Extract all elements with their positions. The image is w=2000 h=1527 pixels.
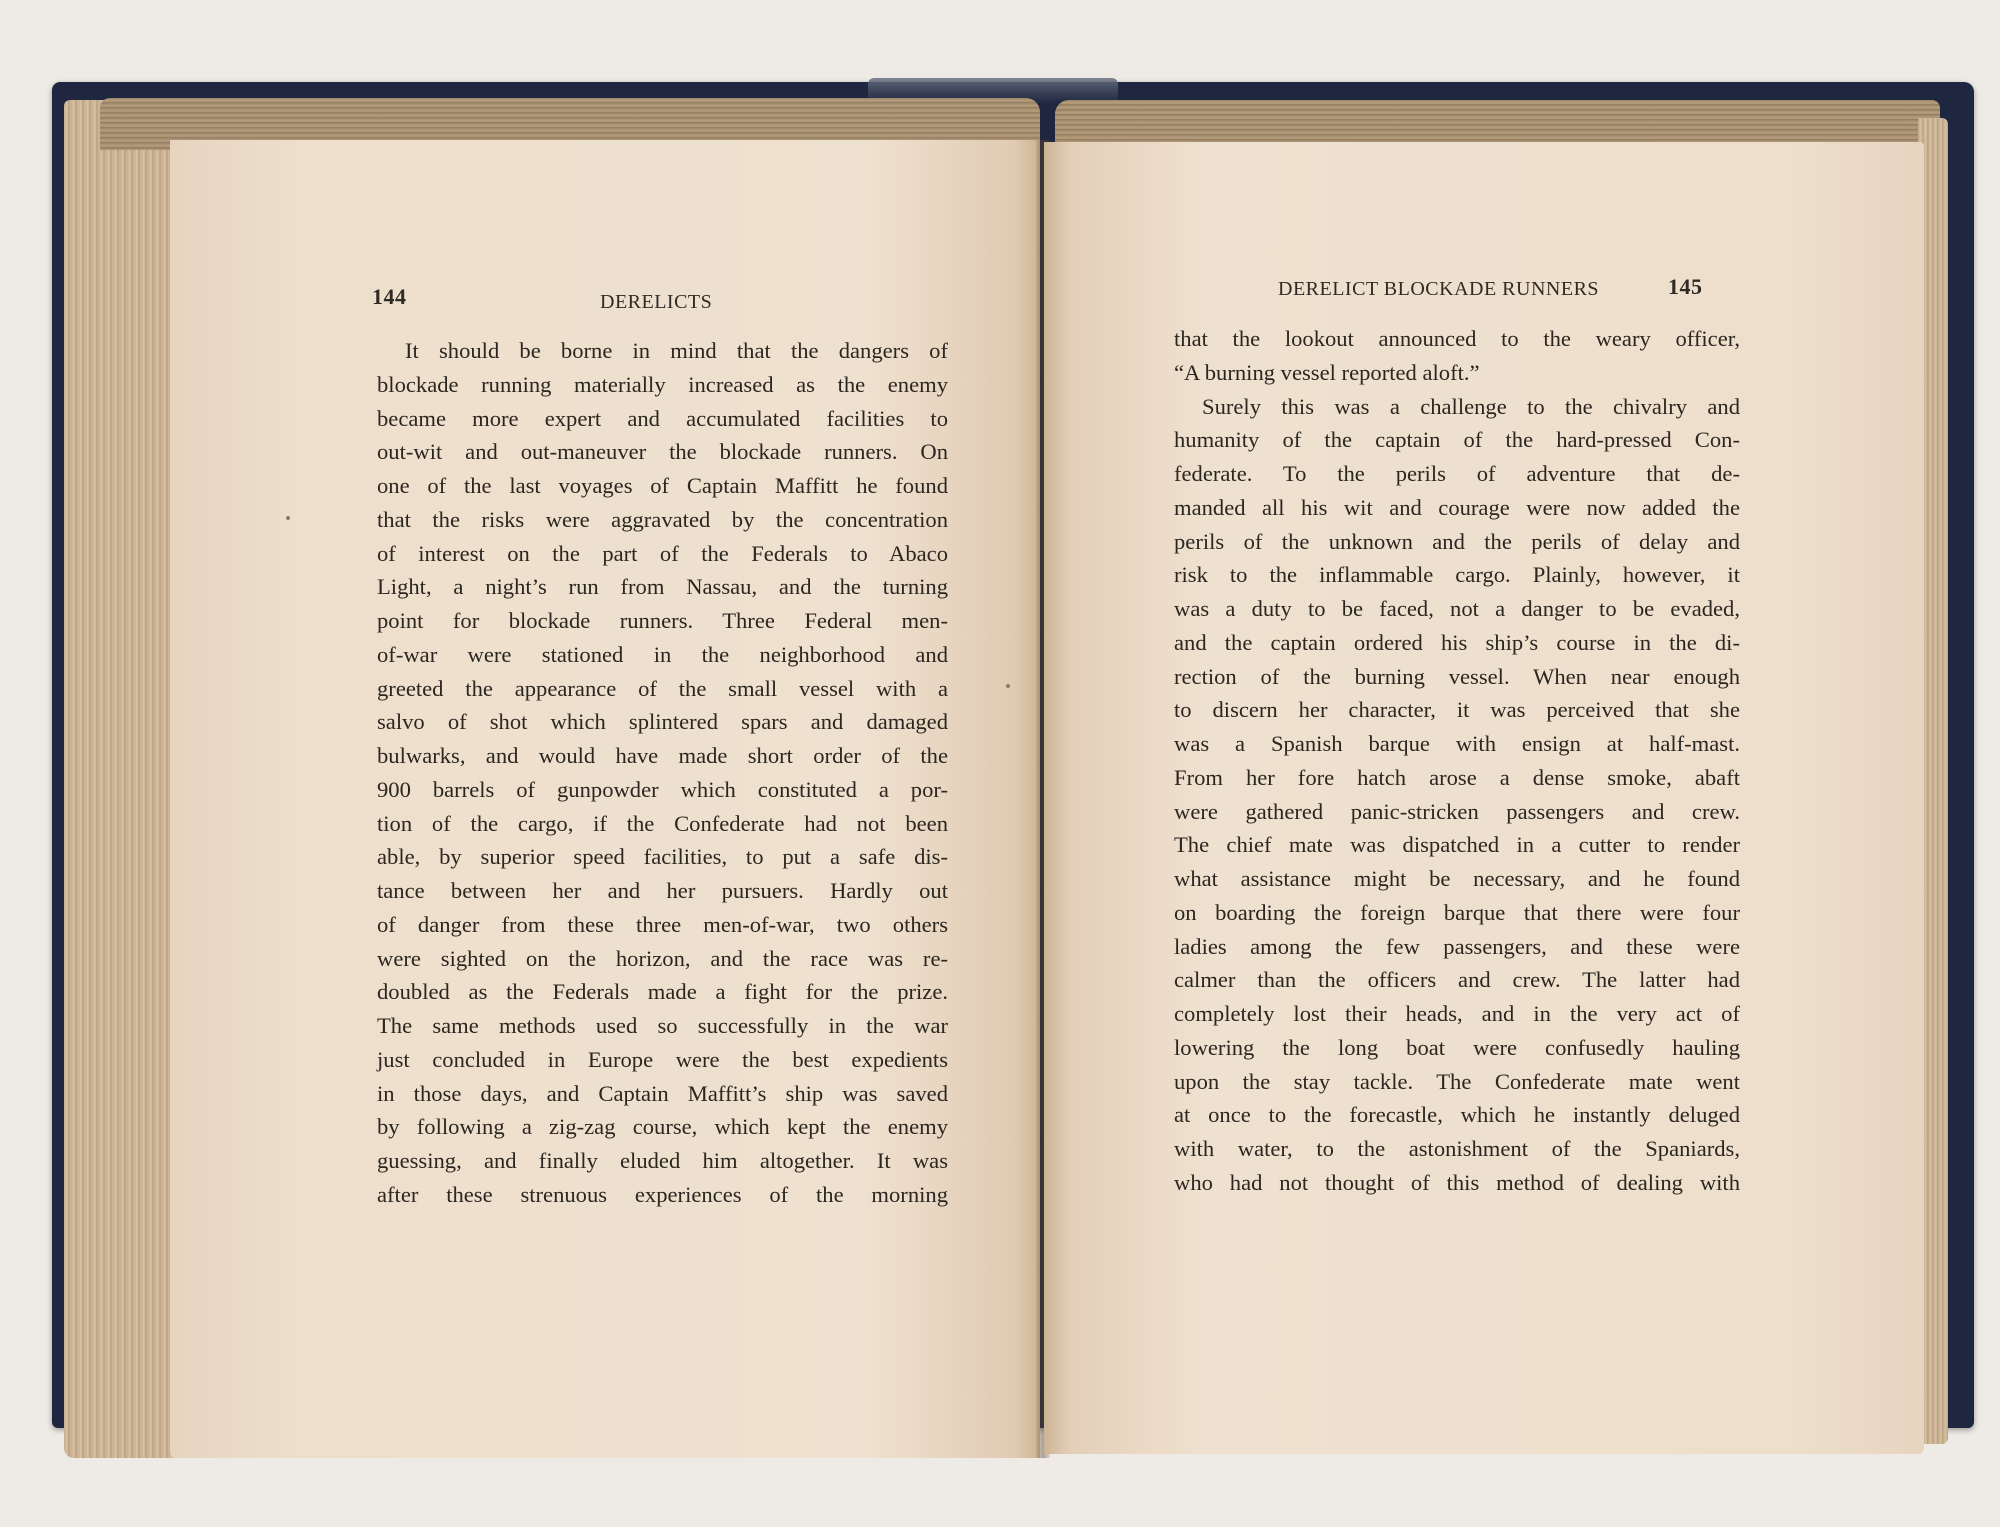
text-line: Light, a night’s run from Nassau, and the turning xyxy=(377,574,948,600)
text-line: manded all his wit and courage were now added the xyxy=(1174,494,1740,520)
text-line: out-wit and out-maneuver the blockade runners. On xyxy=(377,439,948,465)
text-line: perils of the unknown and the perils of delay and xyxy=(1174,528,1740,554)
text-line: ladies among the few passengers, and these were xyxy=(1174,933,1740,959)
left-page-edges xyxy=(64,100,174,1458)
text-line: at once to the forecastle, which he instantly deluged xyxy=(1174,1102,1740,1128)
text-line: to discern her character, it was perceived that she xyxy=(1174,697,1740,723)
text-line: became more expert and accumulated facilities to xyxy=(377,405,948,431)
paper-speck xyxy=(286,516,290,520)
text-line: greeted the appearance of the small vessel with a xyxy=(377,675,948,701)
text-line: that the risks were aggravated by the concentration xyxy=(377,506,948,532)
text-line: of interest on the part of the Federals to Abaco xyxy=(377,540,948,566)
text-line: upon the stay tackle. The Confederate mate went xyxy=(1174,1068,1740,1094)
text-line: doubled as the Federals made a fight for the prize. xyxy=(377,979,948,1005)
text-line: with water, to the astonishment of the Spaniards, xyxy=(1174,1136,1740,1161)
text-line: on boarding the foreign barque that there were four xyxy=(1174,899,1740,925)
text-line: point for blockade runners. Three Federal men- xyxy=(377,608,948,633)
text-line: were sighted on the horizon, and the race was re- xyxy=(377,945,948,971)
text-line: after these strenuous experiences of the morning xyxy=(377,1181,948,1207)
text-line: of danger from these three men-of-war, two others xyxy=(377,911,948,937)
text-line: calmer than the officers and crew. The latter had xyxy=(1174,967,1740,993)
text-line: tion of the cargo, if the Confederate had not been xyxy=(377,810,948,836)
text-line: was a duty to be faced, not a danger to be evaded, xyxy=(1174,596,1740,621)
text-line: in those days, and Captain Maffitt’s ship was saved xyxy=(377,1080,948,1106)
text-line: rection of the burning vessel. When near enough xyxy=(1174,663,1740,689)
left-page-number: 144 xyxy=(372,284,407,309)
text-line: salvo of shot which splintered spars and damaged xyxy=(377,709,948,735)
text-line: lowering the long boat were confusedly hauling xyxy=(1174,1034,1740,1060)
text-line: just concluded in Europe were the best expedients xyxy=(377,1046,948,1072)
text-line: by following a zig-zag course, which kept the enemy xyxy=(377,1114,948,1140)
text-line: who had not thought of this method of dealing with xyxy=(1174,1169,1740,1195)
left-page-text xyxy=(377,334,948,1212)
text-line: of-war were stationed in the neighborhood and xyxy=(377,641,948,667)
text-line: Surely this was a challenge to the chivalry and xyxy=(1202,393,1740,419)
text-line: From her fore hatch arose a dense smoke, abaft xyxy=(1174,764,1740,790)
left-page xyxy=(170,140,1040,1458)
text-line: were gathered panic-stricken passengers and crew. xyxy=(1174,798,1740,824)
text-line: It should be borne in mind that the dangers of xyxy=(405,338,948,363)
text-line: completely lost their heads, and in the very act of xyxy=(1174,1001,1740,1026)
right-page-text xyxy=(1174,322,1740,1200)
text-line: risk to the inflammable cargo. Plainly, however, it xyxy=(1174,562,1740,588)
right-top-page-edges xyxy=(1055,100,1940,148)
text-line: “A burning vessel reported aloft.” xyxy=(1174,359,1480,385)
text-line: blockade running materially increased as the enemy xyxy=(377,371,948,397)
text-line: guessing, and finally eluded him altogether. It was xyxy=(377,1148,948,1173)
left-running-head: DERELICTS xyxy=(600,291,713,313)
text-line: The chief mate was dispatched in a cutter to render xyxy=(1174,832,1740,858)
text-line: federate. To the perils of adventure that de- xyxy=(1174,461,1740,486)
right-page xyxy=(1044,142,1924,1454)
text-line: and the captain ordered his ship’s course in the di- xyxy=(1174,629,1740,655)
paper-speck xyxy=(1006,684,1010,688)
text-line: able, by superior speed facilities, to put a safe dis- xyxy=(377,844,948,870)
text-line: that the lookout announced to the weary officer, xyxy=(1174,326,1740,351)
text-line: was a Spanish barque with ensign at half-mast. xyxy=(1174,731,1740,756)
right-running-head: DERELICT BLOCKADE RUNNERS xyxy=(1278,278,1600,300)
text-line: tance between her and her pursuers. Hardly out xyxy=(377,878,948,903)
right-page-number: 145 xyxy=(1668,274,1703,299)
text-line: one of the last voyages of Captain Maffitt he found xyxy=(377,473,948,498)
text-line: The same methods used so successfully in the war xyxy=(377,1013,948,1038)
text-line: what assistance might be necessary, and he found xyxy=(1174,866,1740,891)
text-line: 900 barrels of gunpowder which constituted a por- xyxy=(377,776,948,802)
text-line: bulwarks, and would have made short order of the xyxy=(377,743,948,768)
text-line: humanity of the captain of the hard-pressed Con- xyxy=(1174,427,1740,453)
